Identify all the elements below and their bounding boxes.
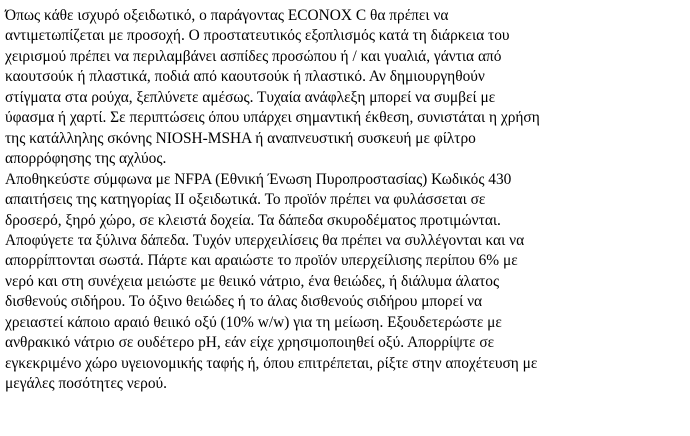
text-line: ύφασμα ή χαρτί. Σε περιπτώσεις όπου υπάρχει σημαντική έκθεση, συνιστάται η χρήση — [5, 109, 540, 127]
text-line: απορρόφησης της αχλύος. — [5, 150, 167, 168]
text-line: εγκεκριμένο χώρο υγειονομικής ταφής ή, όπου επιτρέπεται, ρίξτε στην αποχέτευση με — [5, 354, 538, 372]
paragraph-storage-spills — [5, 170, 682, 395]
text-line: νερό και στη συνέχεια μειώστε με θειικό νάτριο, ένα θειώδες, ή διάλυμα άλατος — [5, 272, 500, 290]
text-line: Όπως κάθε ισχυρό οξειδωτικό, ο παράγοντας ECONOX C θα πρέπει να — [5, 7, 449, 24]
text-line: δισθενούς σιδήρου. Το όξινο θειώδες ή το άλας δισθενούς σιδήρου μπορεί να — [5, 293, 483, 311]
text-line: της κατάλληλης σκόνης NIOSH-MSHA ή αναπνευστική συσκευή με φίλτρο — [5, 129, 476, 147]
text-line: μεγάλες ποσότητες νερού. — [5, 375, 167, 393]
text-line: Αποθηκεύστε σύμφωνα με NFPA (Εθνική Ένωση Πυροπροστασίας) Κωδικός 430 — [5, 170, 512, 188]
text-line: στίγματα στα ρούχα, ξεπλύνετε αμέσως. Τυχαία ανάφλεξη μπορεί να συμβεί με — [5, 88, 496, 106]
text-line: αντιμετωπίζεται με προσοχή. Ο προστατευτικός εξοπλισμός κατά τη διάρκεια του — [5, 27, 510, 45]
text-line: απαιτήσεις της κατηγορίας II οξειδωτικά. Το προϊόν πρέπει να φυλάσσεται σε — [5, 191, 486, 209]
text-line: ανθρακικό νάτριο σε ουδέτερο pH, εάν είχε χρησιμοποιηθεί οξύ. Απορρίψτε σε — [5, 334, 495, 352]
text-line: απορρίπτονται σωστά. Πάρτε και αραιώστε το προϊόν υπερχείλισης περίπου 6% με — [5, 252, 518, 270]
text-line: καουτσούκ ή πλαστικά, ποδιά από καουτσούκ ή πλαστικό. Αν δημιουργηθούν — [5, 68, 485, 86]
paragraph-safety-handling — [5, 6, 682, 170]
text-line: χειρισμού πρέπει να περιλαμβάνει ασπίδες προσώπου ή / και γυαλιά, γάντια από — [5, 47, 502, 65]
text-line: δροσερό, ξηρό χώρο, σε κλειστά δοχεία. Τα δάπεδα σκυροδέματος προτιμώνται. — [5, 211, 501, 229]
text-line: χρειαστεί κάποιο αραιό θειικό οξύ (10% w/w) για τη μείωση. Εξουδετερώστε με — [5, 313, 502, 331]
text-line: Αποφύγετε τα ξύλινα δάπεδα. Τυχόν υπερχειλίσεις θα πρέπει να συλλέγονται και να — [5, 231, 525, 249]
